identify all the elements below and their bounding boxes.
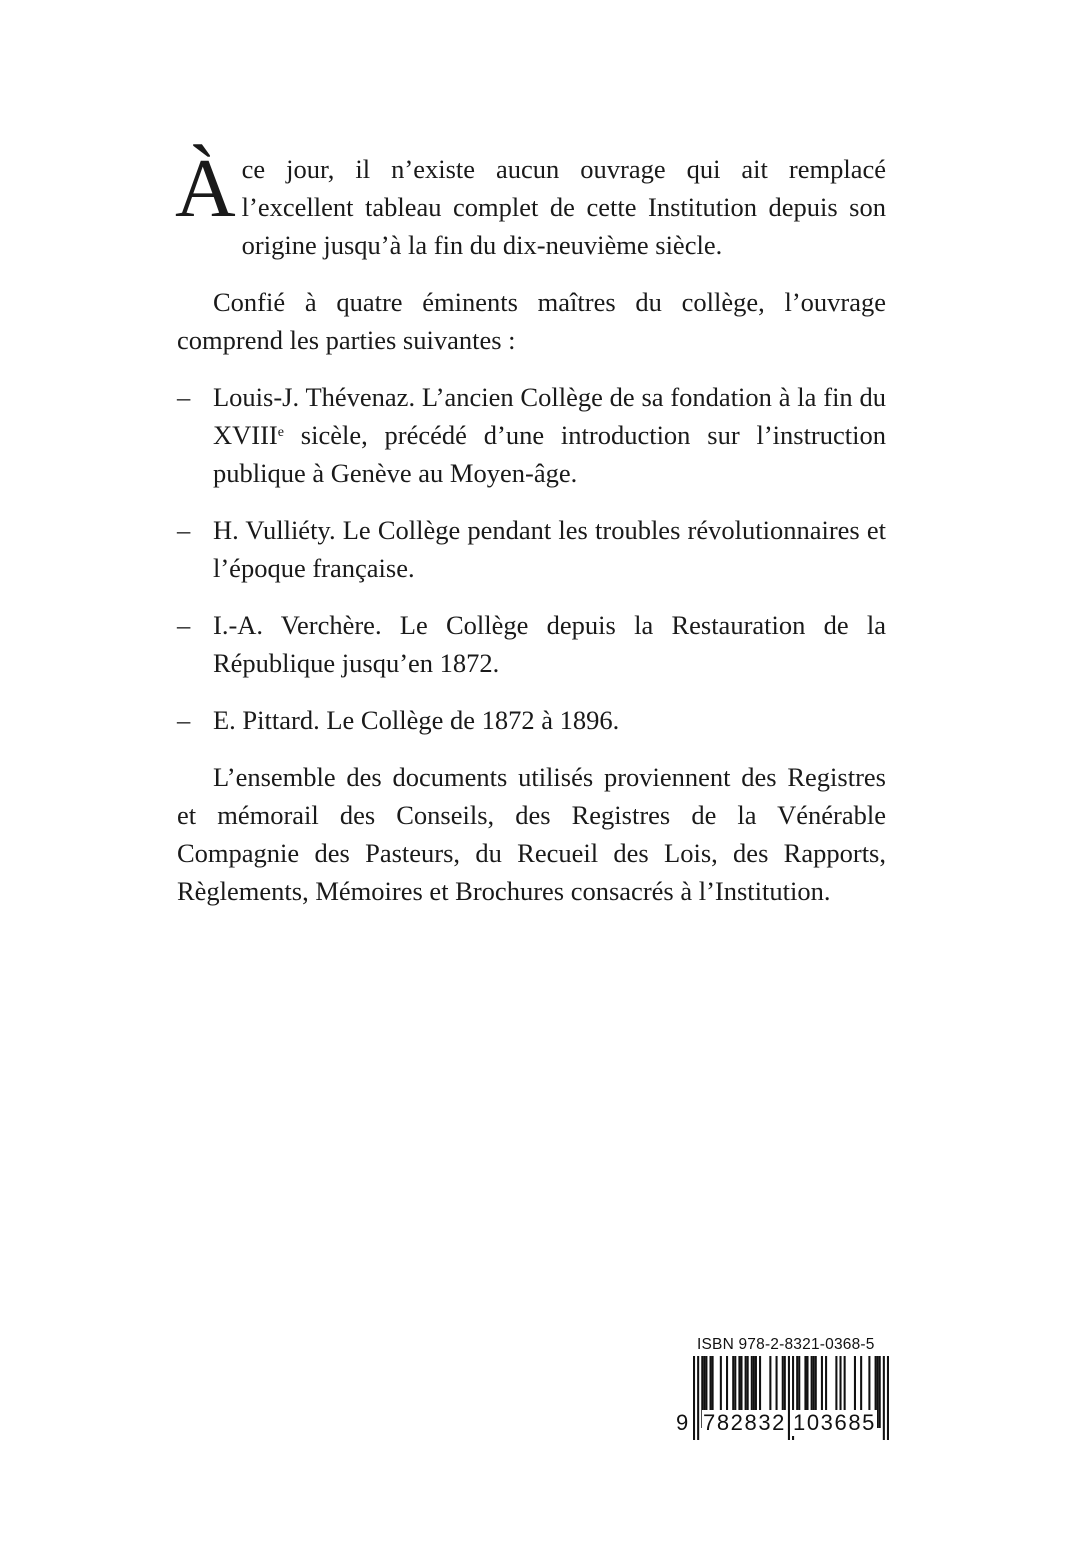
list-item-text: E. Pittard. Le Collège de 1872 à 1896. — [213, 705, 620, 735]
drop-cap: À — [175, 142, 236, 235]
intro-paragraph — [175, 142, 886, 264]
lead-in-paragraph: Confié à quatre éminents maîtres du collège, l’ouvrage comprend les parties suivantes : — [177, 287, 886, 355]
superscript: e — [277, 425, 284, 440]
list-item — [177, 511, 886, 587]
dash-bullet: – — [177, 515, 191, 545]
barcode-guard-bar — [788, 1356, 790, 1440]
barcode-lead-digit: 9 — [676, 1410, 689, 1435]
list-item-text: Louis-J. Thévenaz. L’ancien Collège de sa fondation à la fin du XVIIIe sicèle, précédé d’une introduction sur l’instruction publique à Genève au Moyen-âge. — [213, 382, 886, 488]
barcode-left-digits: 782832 — [703, 1410, 787, 1435]
list-item-text: I.-A. Verchère. Le Collège depuis la Restauration de la République jusqu’en 1872. — [213, 610, 886, 678]
barcode-guard-bar — [693, 1356, 695, 1440]
barcode-right-digits: 103685 — [793, 1410, 877, 1435]
isbn-barcode — [676, 1336, 888, 1442]
barcode-guard-bar — [697, 1356, 699, 1440]
barcode-guard-bar — [883, 1356, 885, 1440]
list-item — [177, 606, 886, 682]
list-item-text: H. Vulliéty. Le Collège pendant les troubles révolutionnaires et l’époque française. — [213, 515, 886, 583]
list-item — [177, 378, 886, 492]
back-cover-text — [175, 142, 886, 929]
intro-text: ce jour, il n’existe aucun ouvrage qui ait remplacé l’excellent tableau complet de cette Institution depuis son origine jusqu’à la fin du dix-neuvième siècle. — [241, 154, 886, 260]
isbn-label: ISBN 978-2-8321-0368-5 — [697, 1336, 875, 1353]
dash-bullet: – — [177, 610, 191, 640]
barcode-bar — [879, 1356, 881, 1428]
closing-paragraph: L’ensemble des documents utilisés proviennent des Registres et mémorail des Conseils, des Registres de la Vénérable Compagnie des Pasteurs, du Recueil des Lois, des Rapports, Règlements, Mémoires et Brochures consacrés à l’Institution. — [177, 762, 886, 906]
list-item — [177, 701, 886, 739]
dash-bullet: – — [177, 705, 191, 735]
dash-bullet: – — [177, 382, 191, 412]
barcode-guard-bar — [887, 1356, 889, 1440]
